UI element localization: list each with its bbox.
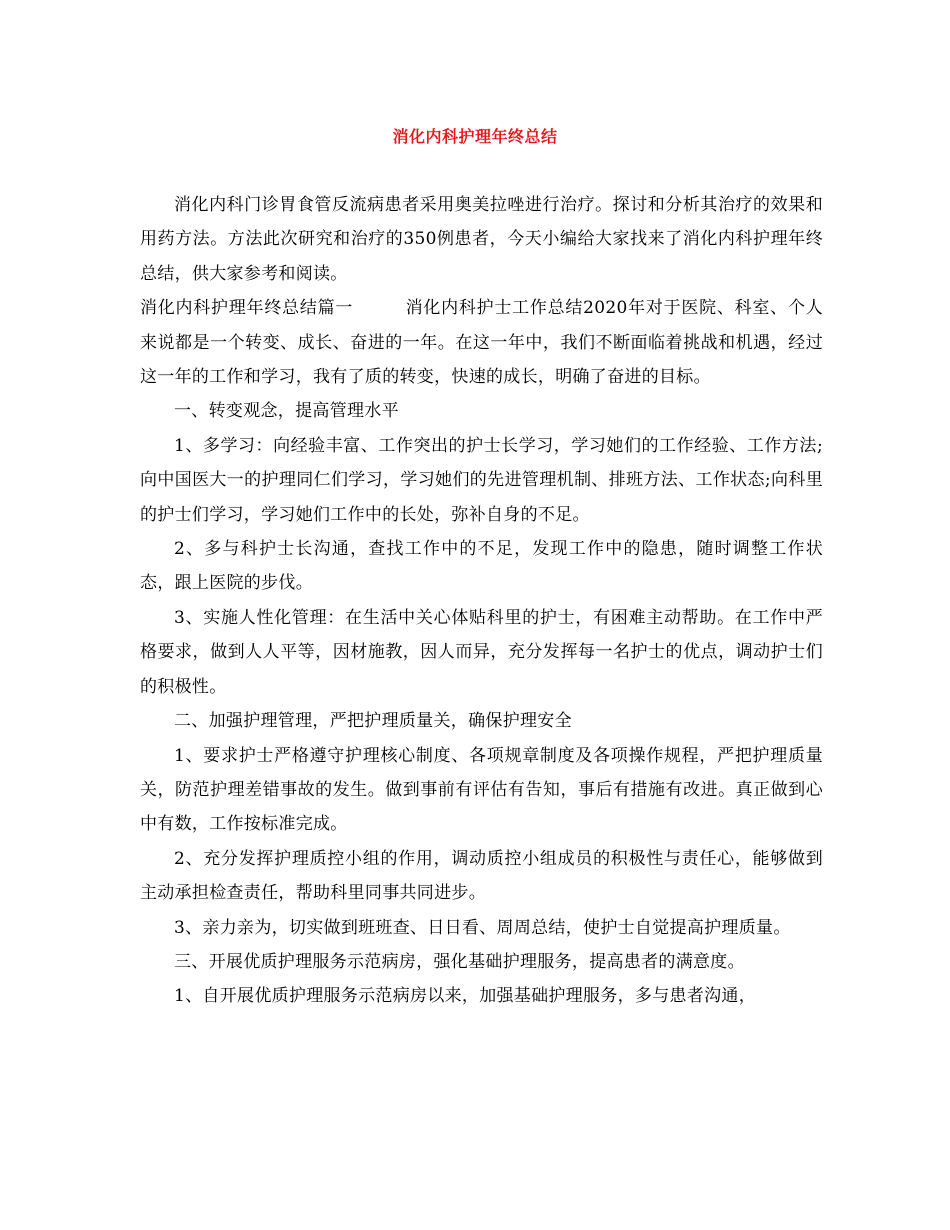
section-label: 消化内科护理年终总结篇一 bbox=[140, 298, 354, 319]
document-body bbox=[140, 188, 823, 1014]
heading-3: 三、开展优质护理服务示范病房，强化基础护理服务，提高患者的满意度。 bbox=[174, 951, 745, 972]
paragraph-1-1: 1、多学习：向经验丰富、工作突出的护士长学习，学习她们的工作经验、工作方法;向中国医大一的护理同仁们学习，学习她们的先进管理机制、排班方法、工作状态;向科里的护士们学习，学习她们工作中的长处，弥补自身的不足。 bbox=[140, 435, 823, 525]
intro-paragraph: 消化内科门诊胃食管反流病患者采用奥美拉唑进行治疗。探讨和分析其治疗的效果和用药方法。方法此次研究和治疗的350例患者，今天小编给大家找来了消化内科护理年终总结，供大家参考和阅读。 bbox=[140, 195, 823, 284]
paragraph-1-2: 2、多与科护士长沟通，查找工作中的不足，发现工作中的隐患，随时调整工作状态，跟上医院的步伐。 bbox=[140, 539, 823, 594]
heading-1: 一、转变观念，提高管理水平 bbox=[174, 401, 399, 422]
document-title: 消化内科护理年终总结 bbox=[392, 127, 558, 146]
paragraph-2-3: 3、亲力亲为，切实做到班班查、日日看、周周总结，使护士自觉提高护理质量。 bbox=[174, 917, 791, 938]
paragraph-1-3: 3、实施人性化管理：在生活中关心体贴科里的护士，有困难主动帮助。在工作中严格要求，做到人人平等，因材施教，因人而异，充分发挥每一名护士的优点，调动护士们的积极性。 bbox=[140, 607, 823, 697]
section-one-paragraph bbox=[140, 291, 823, 394]
paragraph-2-1: 1、要求护士严格遵守护理核心制度、各项规章制度及各项操作规程，严把护理质量关，防范护理差错事故的发生。做到事前有评估有告知，事后有措施有改进。真正做到心中有数，工作按标准完成。 bbox=[140, 745, 823, 835]
paragraph-3-1: 1、自开展优质护理服务示范病房以来，加强基础护理服务，多与患者沟通， bbox=[174, 986, 757, 1007]
heading-2: 二、加强护理管理，严把护理质量关，确保护理安全 bbox=[174, 711, 572, 732]
section-lead: 消化内科护士工作总结2020年对于医院、科室、个人来说都是一个转变、成长、奋进的一年。在这一年中，我们不断面临着挑战和机遇，经过这一年的工作和学习，我有了质的转变，快速的成长，明确了奋进的目标。 bbox=[140, 298, 823, 388]
paragraph-2-2: 2、充分发挥护理质控小组的作用，调动质控小组成员的积极性与责任心，能够做到主动承担检查责任，帮助科里同事共同进步。 bbox=[140, 848, 823, 904]
